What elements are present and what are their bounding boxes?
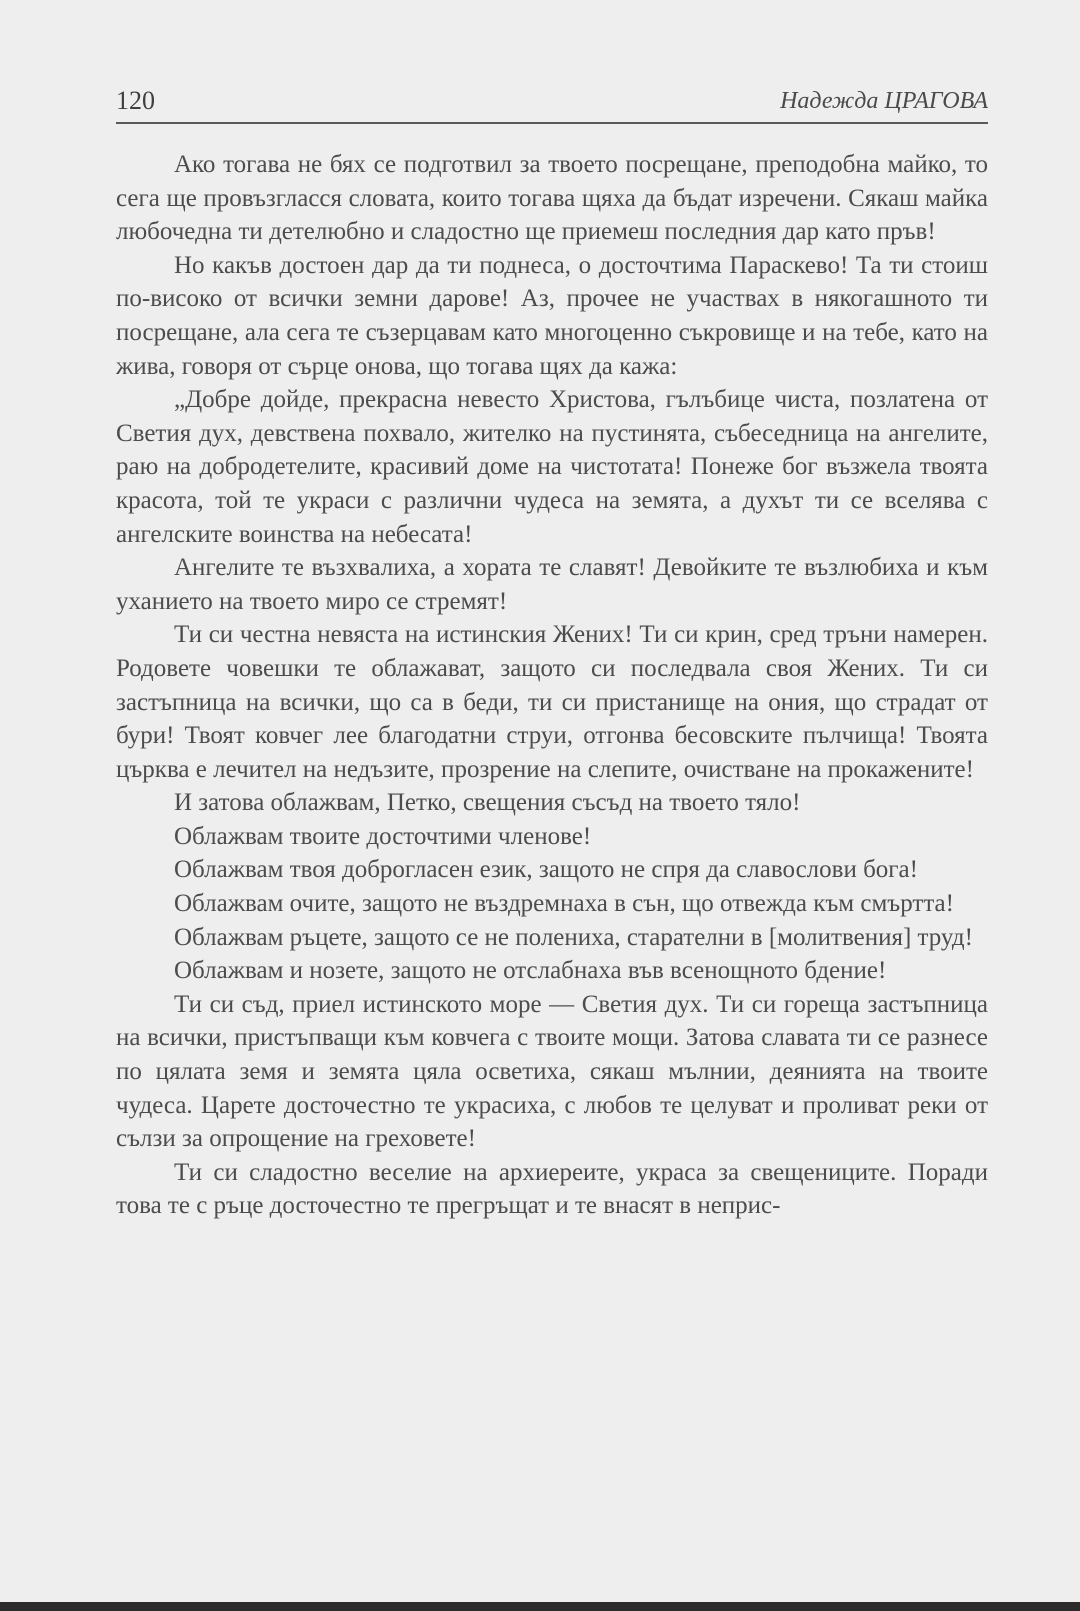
paragraph-8: Облажвам твоя доброгласен език, защото не спря да славослови бога! <box>174 856 918 884</box>
body-text <box>116 148 988 1223</box>
scan-bottom-edge <box>0 1602 1080 1611</box>
paragraph-11: Облажвам и нозете, защото не отслабнаха във всенощното бдение! <box>174 957 887 985</box>
paragraph-2: Но какъв достоен дар да ти поднеса, о досточтима Параскево! Та ти стоиш по-високо от всички земни дарове! Аз, прочее не участвах в някогашното ти посрещане, ала сега те съзерцавам като многоценно съкровище и на тебе, като на жива, говоря от сърце онова, що тогава щях да кажа: <box>116 251 988 380</box>
page-number: 120 <box>116 86 155 115</box>
paragraph-12: Ти си съд, приел истинското море — Светия дух. Ти си гореща застъпница на всички, пристъпващи към ковчега с твоите мощи. Затова славата ти се разнесе по цялата земя и земята цяла осветиха, сякаш мълнии, деянията на твоите чудеса. Царете досточестно те украсиха, с любов те целуват и проливат реки от сълзи за опрощение на греховете! <box>116 990 988 1153</box>
page-header <box>116 84 988 124</box>
paragraph-6: И затова облажвам, Петко, свещения съсъд на твоето тяло! <box>174 789 801 817</box>
paragraph-10: Облажвам ръцете, защото се не полениха, старателни в [молитвения] труд! <box>174 923 973 951</box>
paragraph-7: Облажвам твоите досточтими членове! <box>174 822 592 850</box>
paragraph-5: Ти си честна невяста на истинския Жених! Ти си крин, сред тръни намерен. Родовете човешки те облажават, защото си последвала своя Жених. Ти си застъпница на всички, що са в беди, ти си пристанище на ония, що страдат от бури! Твоят ковчег лее благодатни струи, отгонва бесовските пълчища! Твоята църква е лечител на недъзите, прозрение на слепите, очистване на прокажените! <box>116 621 988 783</box>
paragraph-13: Ти си сладостно веселие на архиереите, украса за свещениците. Поради това те с ръце досточестно те прегръщат и те внасят в неприс- <box>116 1158 988 1220</box>
running-head-author: Надежда ЦРАГОВА <box>780 88 988 114</box>
paragraph-4: Ангелите те възхвалиха, а хората те славят! Девойките те възлюбиха и към уханието на твоето миро се стремят! <box>116 554 988 615</box>
paragraph-9: Облажвам очите, защото не въздремнаха в сън, що отвежда към смъртта! <box>174 890 954 918</box>
paragraph-3: „Добре дойде, прекрасна невесто Христова, гълъбице чиста, позлатена от Светия дух, девствена похвало, жителко на пустинята, събеседница на ангелите, раю на добродетелите, красивий доме на чистотата! Понеже бог възжела твоята красота, той те украси с различни чудеса на земята, а духът ти се вселява с ангелските воинства на небесата! <box>116 386 988 548</box>
paragraph-1: Ако тогава не бях се подготвил за твоето посрещане, преподобна майко, то сега ще провъзгласся словата, които тогава щяха да бъдат изречени. Сякаш майка любочедна ти детелюбно и сладостно ще приемеш последния дар като пръв! <box>116 151 988 246</box>
